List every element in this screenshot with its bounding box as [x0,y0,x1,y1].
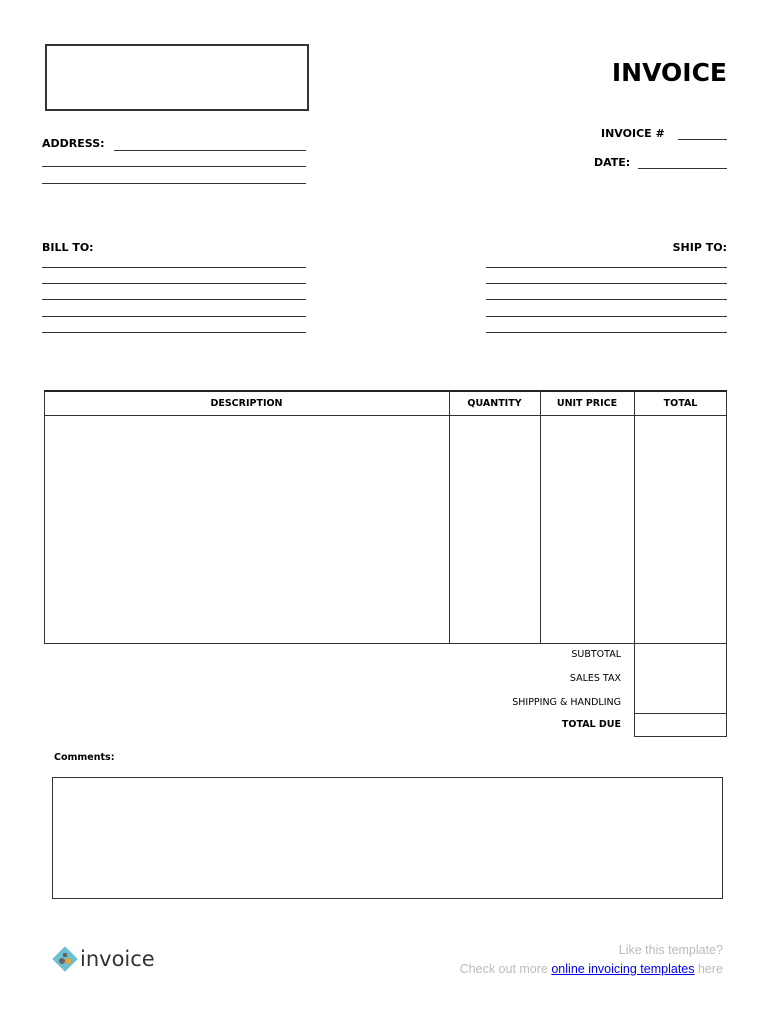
bill-to-label: BILL TO: [42,241,94,254]
promo-prefix: Check out more [459,962,552,976]
ship-to-label: SHIP TO: [672,241,727,254]
col-header-quantity: QUANTITY [467,398,522,409]
promo-suffix: here [694,962,723,976]
ship-to-line[interactable] [486,316,727,317]
invoice-logo[interactable] [52,946,155,972]
promo-line-1: Like this template? [618,943,723,957]
ship-to-line[interactable] [486,283,727,284]
col-header-total: TOTAL [663,398,698,409]
items-table [44,390,727,644]
bill-to-line[interactable] [42,316,306,317]
col-header-unit-price: UNIT PRICE [556,398,618,409]
address-label: ADDRESS: [42,137,105,150]
address-line-2[interactable] [42,166,306,167]
bill-to-line[interactable] [42,267,306,268]
ship-to-line[interactable] [486,299,727,300]
invoice-number-label: INVOICE # [601,127,665,140]
date-field[interactable] [638,168,727,169]
header-divider [44,415,727,416]
total-due-divider [634,713,727,714]
promo-line-2 [460,962,723,976]
logo-text: invoice [80,947,155,971]
shipping-label: SHIPPING & HANDLING [512,697,621,708]
sales-tax-label: SALES TAX [569,673,621,684]
subtotal-label: SUBTOTAL [571,649,621,660]
address-line-3[interactable] [42,183,306,184]
invoice-number-field[interactable] [678,139,727,140]
logo-icon [52,946,78,972]
col-divider [449,390,450,644]
totals-box[interactable] [634,643,727,737]
date-label: DATE: [594,156,631,169]
bill-to-line[interactable] [42,283,306,284]
col-divider [540,390,541,644]
bill-to-line[interactable] [42,299,306,300]
col-divider [634,390,635,644]
bill-to-line[interactable] [42,332,306,333]
comments-label: Comments: [54,752,115,763]
invoice-title: INVOICE [611,58,727,87]
online-templates-link[interactable]: online invoicing templates [551,962,695,976]
comments-box[interactable] [52,777,723,899]
ship-to-line[interactable] [486,332,727,333]
col-header-description: DESCRIPTION [210,398,283,409]
ship-to-line[interactable] [486,267,727,268]
total-due-label: TOTAL DUE [561,719,621,730]
address-line-1[interactable] [114,150,306,151]
logo-placeholder-box[interactable] [45,44,309,111]
